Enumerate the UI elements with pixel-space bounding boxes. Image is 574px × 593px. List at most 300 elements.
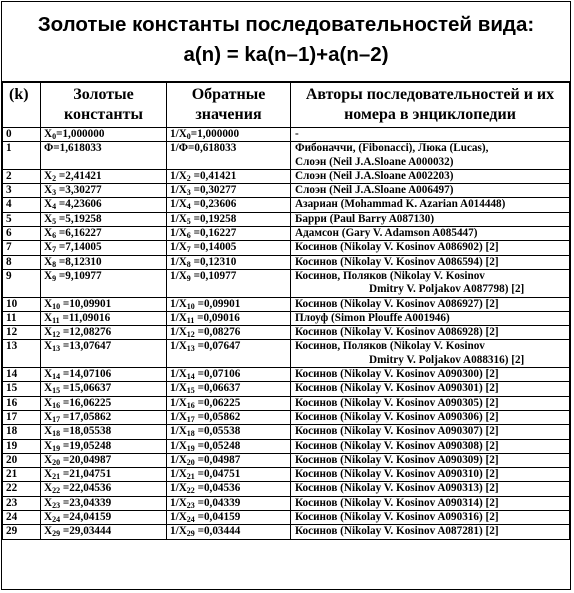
inverse-symbol: 1/X: [170, 198, 187, 211]
inverse-value: =0,30277: [190, 184, 237, 197]
inverse-value: =0,04339: [194, 496, 241, 509]
inverse-subscript: 14: [186, 372, 195, 382]
inverse-symbol: 1/X: [170, 425, 187, 438]
constant-value: =3,30277: [56, 184, 102, 197]
constant-value: =29,03444: [60, 525, 112, 538]
inverse-value: =0,07647: [194, 340, 241, 353]
author-cell: [291, 340, 570, 368]
constant-subscript: 29: [52, 529, 61, 539]
constant-subscript: 9: [52, 273, 57, 283]
constant-symbol: X: [44, 368, 53, 381]
inverse-value-cell: [167, 410, 291, 424]
constant-subscript: 21: [52, 472, 61, 482]
table-row: [3, 410, 570, 424]
constant-value: =4,23606: [56, 198, 102, 211]
header-authors: Авторы последовательностей и их номера в энциклопедии: [291, 83, 570, 128]
inverse-subscript: 15: [186, 386, 195, 396]
author-line: Барри (Paul Barry A087130): [295, 212, 435, 225]
inverse-value-cell: [167, 382, 291, 396]
inverse-symbol: 1/X: [170, 439, 187, 452]
author-cell: [291, 368, 570, 382]
author-line: Косинов, Поляков (Nikolay V. Kosinov: [295, 340, 485, 353]
row-k-cell: 12: [3, 326, 41, 340]
constant-value: =16,06225: [60, 396, 112, 409]
author-cell: [291, 269, 570, 297]
author-line: Косинов (Nikolay V. Kosinov A090300) [2]: [295, 368, 499, 381]
inverse-value: =0,10977: [190, 269, 237, 282]
table-row: [3, 169, 570, 183]
inverse-subscript: 17: [186, 414, 195, 424]
table-row: [3, 453, 570, 467]
constant-subscript: 15: [52, 386, 61, 396]
table-row: [3, 227, 570, 241]
author-line: Косинов (Nikolay V. Kosinov A090313) [2]: [295, 482, 499, 495]
constant-symbol: X: [44, 297, 53, 310]
golden-constant-cell: [41, 340, 167, 368]
author-line: Косинов (Nikolay V. Kosinov A090307) [2]: [295, 425, 499, 438]
author-cell: [291, 482, 570, 496]
row-k-cell: 1: [3, 142, 41, 170]
author-line-continued: Слоэн (Neil J.A.Sloane A000032): [295, 155, 454, 168]
row-k-cell: 8: [3, 255, 41, 269]
inverse-value-cell: [167, 525, 291, 539]
author-line-continued: Dmitry V. Poljakov A087798) [2]: [369, 283, 525, 296]
constant-value: =23,04339: [60, 496, 112, 509]
golden-constant-cell: [41, 496, 167, 510]
constant-subscript: 19: [52, 443, 61, 453]
inverse-symbol: 1/X: [170, 382, 187, 395]
inverse-subscript: 13: [186, 344, 195, 354]
inverse-subscript: 9: [186, 273, 191, 283]
constant-symbol: X: [44, 255, 53, 268]
constant-subscript: 18: [52, 429, 61, 439]
table-body: [3, 128, 570, 540]
row-k-cell: 4: [3, 198, 41, 212]
author-cell: [291, 128, 570, 142]
inverse-subscript: 22: [186, 486, 195, 496]
table-row: [3, 255, 570, 269]
header-k: (k): [3, 83, 41, 128]
constant-subscript: 20: [52, 457, 61, 467]
golden-constant-cell: [41, 198, 167, 212]
inverse-symbol: 1/X: [170, 128, 187, 140]
table-row: [3, 128, 570, 142]
constants-table: [2, 82, 570, 540]
constant-value: =22,04536: [60, 482, 112, 495]
inverse-symbol: 1/X: [170, 496, 187, 509]
constant-subscript: 11: [52, 315, 60, 325]
inverse-subscript: 29: [186, 529, 195, 539]
constant-symbol: X: [44, 326, 53, 339]
constant-subscript: 10: [52, 301, 61, 311]
golden-constant-cell: [41, 396, 167, 410]
inverse-value-cell: [167, 368, 291, 382]
inverse-symbol: 1/Φ: [170, 142, 188, 155]
constant-value: =14,07106: [60, 368, 112, 381]
inverse-symbol: 1/X: [170, 241, 187, 254]
golden-constant-cell: [41, 169, 167, 183]
author-line: Косинов (Nikolay V. Kosinov A090314) [2]: [295, 496, 499, 509]
table-row: [3, 482, 570, 496]
title-line-1: Золотые константы последовательностей вида:: [37, 13, 535, 36]
inverse-value: =0,06225: [194, 396, 241, 409]
row-k-cell: 22: [3, 482, 41, 496]
inverse-subscript: 19: [186, 443, 195, 453]
inverse-value: =0,06637: [194, 382, 241, 395]
author-line: Плоуф (Simon Plouffe A001946): [295, 311, 450, 324]
author-cell: [291, 496, 570, 510]
constant-subscript: 7: [52, 245, 57, 255]
inverse-value-cell: [167, 241, 291, 255]
inverse-value-cell: [167, 269, 291, 297]
golden-constant-cell: [41, 241, 167, 255]
row-k-cell: 0: [3, 128, 41, 142]
constant-value: =19,05248: [60, 439, 112, 452]
constant-value: =13,07647: [60, 340, 112, 353]
author-cell: [291, 255, 570, 269]
row-k-cell: 19: [3, 439, 41, 453]
inverse-subscript: 20: [186, 457, 195, 467]
inverse-value-cell: [167, 198, 291, 212]
table-row: [3, 311, 570, 325]
inverse-value: =0,19258: [190, 212, 237, 225]
table-row: [3, 340, 570, 368]
golden-constant-cell: [41, 227, 167, 241]
inverse-subscript: 8: [186, 259, 191, 269]
inverse-value-cell: [167, 425, 291, 439]
constant-symbol: X: [44, 410, 53, 423]
inverse-value-cell: [167, 311, 291, 325]
row-k-cell: 29: [3, 525, 41, 539]
inverse-value: =0,16227: [190, 227, 237, 240]
constant-value: =7,14005: [56, 241, 102, 254]
constant-value: =2,41421: [56, 169, 102, 182]
inverse-subscript: 3: [186, 188, 191, 198]
row-k-cell: 7: [3, 241, 41, 255]
inverse-subscript: 11: [186, 315, 195, 325]
inverse-value-cell: [167, 482, 291, 496]
constant-value: =8,12310: [56, 255, 102, 268]
constant-symbol: X: [44, 439, 53, 452]
author-cell: [291, 382, 570, 396]
table-row: [3, 184, 570, 198]
inverse-value: =0,05248: [194, 439, 241, 452]
constant-value: =6,16227: [56, 227, 102, 240]
table-row: [3, 425, 570, 439]
row-k-cell: 23: [3, 496, 41, 510]
golden-constant-cell: [41, 255, 167, 269]
constant-value: =12,08276: [60, 326, 112, 339]
author-line: Косинов (Nikolay V. Kosinov A090309) [2]: [295, 453, 499, 466]
inverse-value: =0,09016: [194, 311, 240, 324]
row-k-cell: 10: [3, 297, 41, 311]
constant-symbol: Φ: [44, 142, 54, 155]
golden-constant-cell: [41, 453, 167, 467]
inverse-symbol: 1/X: [170, 255, 187, 268]
inverse-subscript: 0: [186, 132, 191, 141]
inverse-value-cell: [167, 227, 291, 241]
golden-constant-cell: [41, 142, 167, 170]
table-row: [3, 511, 570, 525]
constant-subscript: 3: [52, 188, 57, 198]
constant-value: =10,09901: [60, 297, 112, 310]
inverse-value-cell: [167, 468, 291, 482]
table-row: [3, 142, 570, 170]
inverse-symbol: 1/X: [170, 525, 187, 538]
constant-value: =5,19258: [56, 212, 102, 225]
inverse-value: =0,04159: [194, 511, 241, 524]
constant-value: =24,04159: [60, 511, 112, 524]
row-k-cell: 24: [3, 511, 41, 525]
author-cell: [291, 425, 570, 439]
inverse-subscript: 21: [186, 472, 195, 482]
constant-symbol: X: [44, 511, 53, 524]
constant-subscript: 2: [52, 173, 57, 183]
inverse-value: =0,05538: [194, 425, 241, 438]
inverse-value-cell: [167, 453, 291, 467]
constant-subscript: 8: [52, 259, 57, 269]
constant-symbol: X: [44, 241, 53, 254]
inverse-subscript: 16: [186, 400, 195, 410]
row-k-cell: 15: [3, 382, 41, 396]
row-k-cell: 18: [3, 425, 41, 439]
inverse-symbol: 1/X: [170, 184, 187, 197]
row-k-cell: 16: [3, 396, 41, 410]
inverse-value-cell: [167, 184, 291, 198]
golden-constant-cell: [41, 326, 167, 340]
author-cell: [291, 184, 570, 198]
row-k-cell: 20: [3, 453, 41, 467]
constant-symbol: X: [44, 525, 53, 538]
author-cell: [291, 525, 570, 539]
table-row: [3, 212, 570, 226]
row-k-cell: 17: [3, 410, 41, 424]
author-line: Косинов (Nikolay V. Kosinov A090306) [2]: [295, 410, 499, 423]
document-title: [2, 2, 570, 82]
author-line: Косинов (Nikolay V. Kosinov A086594) [2]: [295, 255, 499, 268]
table-row: [3, 368, 570, 382]
inverse-subscript: 2: [186, 173, 191, 183]
author-line: Адамсон (Gary V. Adamson A085447): [295, 227, 478, 240]
inverse-symbol: 1/X: [170, 368, 187, 381]
author-cell: [291, 227, 570, 241]
inverse-value-cell: [167, 496, 291, 510]
golden-constant-cell: [41, 212, 167, 226]
author-line: Косинов (Nikolay V. Kosinov A090310) [2]: [295, 468, 499, 481]
constant-symbol: X: [44, 482, 53, 495]
inverse-symbol: 1/X: [170, 468, 187, 481]
row-k-cell: 14: [3, 368, 41, 382]
golden-constant-cell: [41, 269, 167, 297]
author-cell: [291, 326, 570, 340]
inverse-value: =0,03444: [194, 525, 241, 538]
inverse-symbol: 1/X: [170, 482, 187, 495]
author-cell: [291, 311, 570, 325]
golden-constants-sheet: [1, 1, 571, 590]
inverse-subscript: 24: [186, 515, 195, 525]
constant-subscript: 13: [52, 344, 61, 354]
inverse-symbol: 1/X: [170, 269, 187, 282]
constant-value: =21,04751: [60, 468, 112, 481]
inverse-value-cell: [167, 169, 291, 183]
inverse-value: =0,04987: [194, 453, 241, 466]
constant-symbol: X: [44, 496, 53, 509]
golden-constant-cell: [41, 368, 167, 382]
constant-value: =15,06637: [60, 382, 112, 395]
table-row: [3, 198, 570, 212]
author-line: Слоэн (Neil J.A.Sloane A006497): [295, 184, 454, 197]
constant-symbol: X: [44, 184, 53, 197]
author-cell: [291, 142, 570, 170]
table-row: [3, 396, 570, 410]
constant-symbol: X: [44, 169, 53, 182]
author-cell: [291, 198, 570, 212]
table-row: [3, 525, 570, 539]
author-line: Косинов (Nikolay V. Kosinov A090316) [2]: [295, 511, 499, 524]
golden-constant-cell: [41, 525, 167, 539]
author-cell: [291, 453, 570, 467]
author-cell: [291, 212, 570, 226]
author-cell: [291, 297, 570, 311]
inverse-value-cell: [167, 212, 291, 226]
golden-constant-cell: [41, 128, 167, 142]
inverse-symbol: 1/X: [170, 410, 187, 423]
inverse-subscript: 7: [186, 245, 191, 255]
inverse-value: =0,08276: [194, 326, 241, 339]
table-row: [3, 269, 570, 297]
table-row: [3, 382, 570, 396]
title-formula: a(n) = ka(n–1)+a(n–2): [183, 43, 389, 66]
inverse-value: =0,12310: [190, 255, 237, 268]
constant-value: =18,05538: [60, 425, 112, 438]
header-constants: Золотые константы: [41, 83, 167, 128]
constant-value: =1,000000: [56, 128, 105, 140]
constant-symbol: X: [44, 468, 53, 481]
inverse-value: =0,14005: [190, 241, 237, 254]
constant-subscript: 14: [52, 372, 61, 382]
inverse-symbol: 1/X: [170, 169, 187, 182]
inverse-symbol: 1/X: [170, 340, 187, 353]
table-row: [3, 496, 570, 510]
row-k-cell: 9: [3, 269, 41, 297]
inverse-value-cell: [167, 326, 291, 340]
author-cell: [291, 410, 570, 424]
golden-constant-cell: [41, 311, 167, 325]
constant-value: =11,09016: [59, 311, 111, 324]
inverse-value: =0,09901: [194, 297, 241, 310]
constant-subscript: 12: [52, 330, 61, 340]
constant-subscript: 4: [52, 202, 57, 212]
inverse-value: =0,07106: [194, 368, 241, 381]
inverse-subscript: 12: [186, 330, 195, 340]
inverse-value: =0,04536: [194, 482, 241, 495]
author-line: Фибоначчи, (Fibonacci), Люка (Lucas),: [295, 142, 489, 155]
golden-constant-cell: [41, 468, 167, 482]
inverse-value: =0,41421: [190, 169, 237, 182]
golden-constant-cell: [41, 425, 167, 439]
table-row: [3, 468, 570, 482]
inverse-symbol: 1/X: [170, 396, 187, 409]
inverse-symbol: 1/X: [170, 297, 187, 310]
inverse-subscript: 10: [186, 301, 195, 311]
author-cell: [291, 241, 570, 255]
author-cell: [291, 396, 570, 410]
inverse-subscript: 5: [186, 216, 191, 226]
inverse-value-cell: [167, 396, 291, 410]
table-row: [3, 297, 570, 311]
inverse-value-cell: [167, 511, 291, 525]
constant-symbol: X: [44, 311, 53, 324]
constant-subscript: 16: [52, 400, 61, 410]
author-line: Косинов (Nikolay V. Kosinov A086928) [2]: [295, 326, 499, 339]
inverse-value: =1,000000: [190, 128, 240, 140]
constant-symbol: X: [44, 396, 53, 409]
author-line: Слоэн (Neil J.A.Sloane A002203): [295, 169, 454, 182]
inverse-subscript: 23: [186, 500, 195, 510]
author-line-continued: Dmitry V. Poljakov A088316) [2]: [369, 353, 525, 366]
constant-symbol: X: [44, 128, 53, 140]
inverse-symbol: 1/X: [170, 326, 187, 339]
author-line: Косинов, Поляков (Nikolay V. Kosinov: [295, 269, 485, 282]
constant-symbol: X: [44, 453, 53, 466]
inverse-symbol: 1/X: [170, 227, 187, 240]
constant-symbol: X: [44, 212, 53, 225]
constant-value: =9,10977: [56, 269, 102, 282]
inverse-value-cell: [167, 142, 291, 170]
inverse-subscript: 18: [186, 429, 195, 439]
constant-subscript: 17: [52, 414, 61, 424]
author-line: Косинов (Nikolay V. Kosinov A090305) [2]: [295, 396, 499, 409]
constant-symbol: X: [44, 425, 53, 438]
author-cell: [291, 169, 570, 183]
author-line: Косинов (Nikolay V. Kosinov A086902) [2]: [295, 241, 499, 254]
inverse-symbol: 1/X: [170, 311, 187, 324]
constant-symbol: X: [44, 269, 53, 282]
inverse-value-cell: [167, 340, 291, 368]
inverse-symbol: 1/X: [170, 453, 187, 466]
author-line: Косинов (Nikolay V. Kosinov A090308) [2]: [295, 439, 499, 452]
author-line: Косинов (Nikolay V. Kosinov A086927) [2]: [295, 297, 499, 310]
constant-subscript: 6: [52, 231, 57, 241]
constant-subscript: 0: [52, 132, 57, 141]
constant-value: =17,05862: [60, 410, 112, 423]
golden-constant-cell: [41, 410, 167, 424]
constant-value: =20,04987: [60, 453, 112, 466]
constant-symbol: X: [44, 198, 53, 211]
constant-value: =1,618033: [53, 142, 102, 155]
author-line: Косинов (Nikolay V. Kosinov A090301) [2]: [295, 382, 499, 395]
inverse-subscript: 4: [186, 202, 191, 212]
header-inverse: Обратные значения: [167, 83, 291, 128]
row-k-cell: 6: [3, 227, 41, 241]
row-k-cell: 21: [3, 468, 41, 482]
table-row: [3, 241, 570, 255]
inverse-value: =0,04751: [194, 468, 241, 481]
inverse-value-cell: [167, 255, 291, 269]
author-line: -: [295, 128, 299, 140]
constant-symbol: X: [44, 340, 53, 353]
author-line: Азариан (Mohammad K. Azarian A014448): [295, 198, 506, 211]
constant-subscript: 23: [52, 500, 61, 510]
golden-constant-cell: [41, 382, 167, 396]
author-line: Косинов (Nikolay V. Kosinov A087281) [2]: [295, 525, 499, 538]
row-k-cell: 11: [3, 311, 41, 325]
constant-subscript: 24: [52, 515, 61, 525]
inverse-value-cell: [167, 297, 291, 311]
constant-symbol: X: [44, 382, 53, 395]
inverse-value: =0,618033: [187, 142, 237, 155]
inverse-value: =0,05862: [194, 410, 241, 423]
